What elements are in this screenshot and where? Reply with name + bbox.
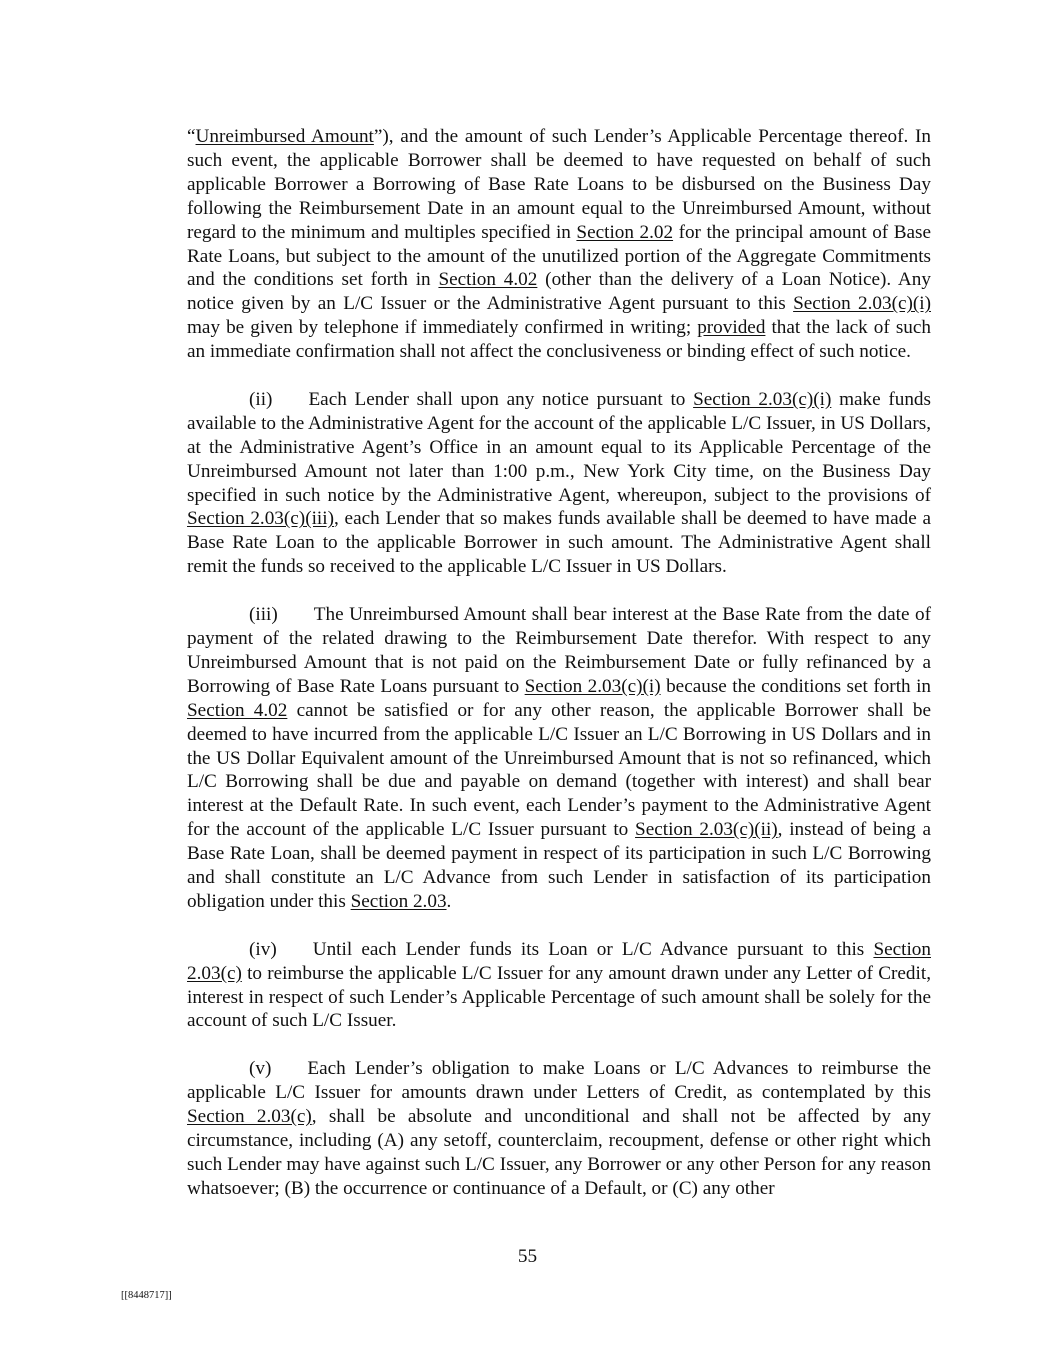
clause-label: (iii) <box>249 604 278 626</box>
text-segment: to reimburse the applicable L/C Issuer for any amount drawn under any Letter of Credit, interest in respect of such Lender’s Applicable Percentage of such amount shall be solely for the account of such L/C Issuer. <box>187 962 931 1032</box>
clause-label: (ii) <box>249 388 273 410</box>
text-segment: Until each Lender funds its Loan or L/C Advance pursuant to this <box>312 938 874 960</box>
text-segment: may be given by telephone if immediately confirmed in writing; <box>187 317 698 339</box>
text-segment: Each Lender’s obligation to make Loans or L/C Advances to reimburse the applicable L/C Issuer for amounts drawn under Letters of Credit, as contemplated by this <box>187 1058 931 1104</box>
cross-reference: Section 2.03(c)(i) <box>693 388 832 410</box>
text-segment: The Unreimbursed Amount shall bear interest at the Base Rate from the date of payment of the related drawing to the Reimbursement Date therefor. With respect to any Unreimbursed Amount that is not paid on the Reimbursement Date or fully refinanced by a Borrowing of Base Rate Loans pursuant to <box>187 604 931 697</box>
clause-paragraph <box>187 603 931 914</box>
text-segment: ”), and the amount of such Lender’s Applicable Percentage thereof. In such event, the applicable Borrower shall be deemed to have requested on behalf of such applicable Borrower a Borrowing of Base Rate Loans to be disbursed on the Business Day following the Reimbursement Date in an amount equal to the Unreimbursed Amount, without regard to the minimum and multiples specified in <box>187 126 931 243</box>
clause-paragraph <box>187 938 931 1034</box>
cross-reference: Section 2.03 <box>350 890 447 912</box>
text-segment: , instead of being a Base Rate Loan, shall be deemed payment in respect of its participation in such L/C Borrowing and shall constitute an L/C Advance from such Lender in satisfaction of its participation obligation under this <box>187 819 931 912</box>
cross-reference: Section 2.03(c)(i) <box>793 293 931 315</box>
cross-reference: Section 2.03(c)(i) <box>524 675 661 697</box>
document-id: [[8448717]] <box>121 1290 172 1301</box>
text-segment: “ <box>187 126 196 147</box>
cross-reference: Unreimbursed Amount <box>195 126 374 147</box>
continuation-paragraph <box>187 125 931 364</box>
clause-paragraph <box>187 388 931 579</box>
cross-reference: Section 4.02 <box>187 699 288 721</box>
cross-reference: Section 2.03(c)(iii) <box>187 508 334 530</box>
text-segment: cannot be satisfied or for any other reason, the applicable Borrower shall be deemed to have incurred from the applicable L/C Issuer an L/C Borrowing in US Dollars and in the US Dollar Equivalent amount of the Unreimbursed Amount that is not so refinanced, which L/C Borrowing shall be due and payable on demand (together with interest) and shall bear interest at the Default Rate. In such event, each Lender’s payment to the Administrative Agent for the account of the applicable L/C Issuer pursuant to <box>187 699 931 841</box>
text-segment: Each Lender shall upon any notice pursuant to <box>308 388 694 410</box>
text-segment: (other than the delivery of a Loan Notice). Any notice given by an L/C Issuer or the Administrative Agent pursuant to this <box>187 269 931 315</box>
cross-reference: Section 2.02 <box>576 221 674 243</box>
text-segment: because the conditions set forth in <box>660 675 931 697</box>
clause-label: (v) <box>249 1058 272 1080</box>
text-segment: make funds available to the Administrative Agent for the account of the applicable L/C Issuer, in US Dollars, at the Administrative Agent’s Office in an amount equal to its Applicable Percentage of the Unreimbursed Amount not later than 1:00 p.m., New York City time, on the Business Day specified in such notice by the Administrative Agent, whereupon, subject to the provisions of <box>187 388 931 506</box>
cross-reference: Section 4.02 <box>438 269 538 291</box>
text-segment: , shall be absolute and unconditional and shall not be affected by any circumstance, including (A) any setoff, counterclaim, recoupment, defense or other right which such Lender may have against such L/C Issuer, any Borrower or any other Person for any reason whatsoever; (B) the occurrence or continuance of a Default, or (C) any other <box>187 1106 931 1199</box>
document-body <box>187 125 931 1225</box>
cross-reference: Section 2.03(c) <box>187 938 931 984</box>
cross-reference: provided <box>697 317 766 339</box>
page-number: 55 <box>517 1246 538 1267</box>
cross-reference: Section 2.03(c) <box>187 1106 312 1128</box>
clause-label: (iv) <box>249 938 277 960</box>
text-segment: for the principal amount of Base Rate Loans, but subject to the amount of the unutilized portion of the Aggregate Commitments and the conditions set forth in <box>187 221 931 291</box>
text-segment: that the lack of such an immediate confirmation shall not affect the conclusiveness or binding effect of such notice. <box>187 317 931 363</box>
text-segment: . <box>446 890 452 912</box>
cross-reference: Section 2.03(c)(ii) <box>635 819 778 841</box>
text-segment: , each Lender that so makes funds available shall be deemed to have made a Base Rate Loan to the applicable Borrower in such amount. The Administrative Agent shall remit the funds so received to the applicable L/C Issuer in US Dollars. <box>187 508 932 578</box>
clause-paragraph <box>187 1057 931 1200</box>
